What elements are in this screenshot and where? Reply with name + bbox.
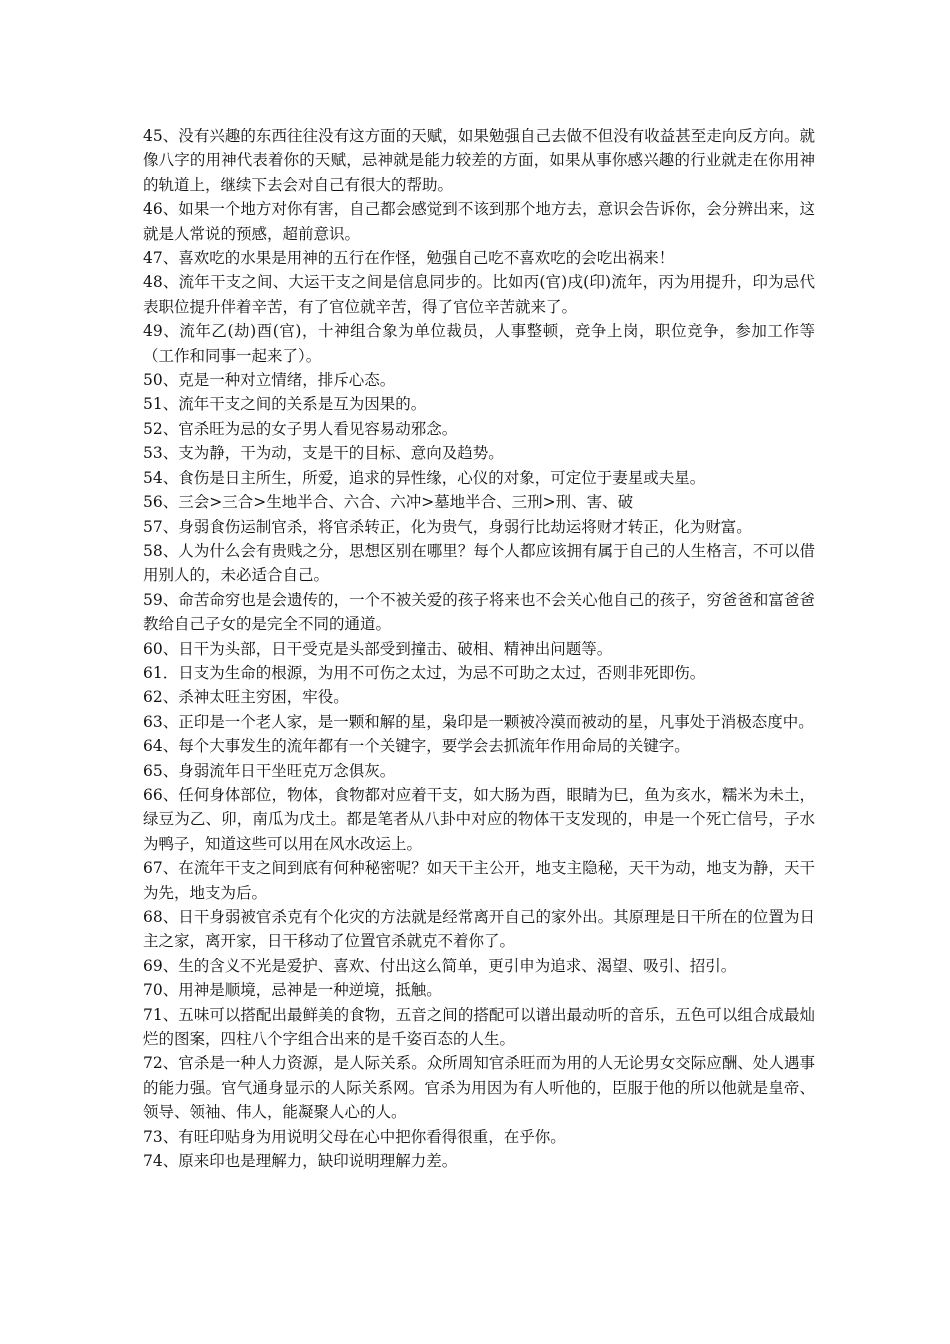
list-item: 74、原来印也是理解力，缺印说明理解力差。 xyxy=(143,1152,458,1171)
list-item: 56、三会>三合>生地半合、六合、六冲>墓地半合、三刑>刑、害、破 xyxy=(143,493,634,512)
list-item: 64、每个大事发生的流年都有一个关键字，要学会去抓流年作用命局的关键字。 xyxy=(143,737,690,756)
list-item: 51、流年干支之间的关系是互为因果的。 xyxy=(143,395,427,414)
list-item: 50、克是一种对立情绪，排斥心态。 xyxy=(143,371,396,390)
list-item: 72、官杀是一种人力资源，是人际关系。众所周知官杀旺而为用的人无论男女交际应酬、处人遇事的能力强。官气通身显示的人际关系网。官杀为用因为有人听他的，臣服于他的所以他就是皇帝、领导、领袖、伟人，能凝聚人心的人。 xyxy=(143,1054,815,1122)
list-item: 60、日干为头部，日干受克是头部受到撞击、破相、精神出问题等。 xyxy=(143,639,613,658)
list-item: 45、没有兴趣的东西往往没有这方面的天赋，如果勉强自己去做不但没有收益甚至走向反方向。就像八字的用神代表着你的天赋，忌神就是能力较差的方面，如果从事你感兴趣的行业就走在你用神的轨道上，继续下去会对自己有很大的帮助。 xyxy=(143,127,815,194)
list-item: 65、身弱流年日干坐旺克万念俱灰。 xyxy=(143,761,396,780)
list-item: 62、杀神太旺主穷困，牢役。 xyxy=(143,688,349,707)
list-item: 52、官杀旺为忌的女子男人看见容易动邪念。 xyxy=(143,419,458,438)
list-item: 46、如果一个地方对你有害，自己都会感觉到不该到那个地方去，意识会告诉你，会分辨出来，这就是人常说的预感，超前意识。 xyxy=(143,200,815,243)
list-item: 47、喜欢吃的水果是用神的五行在作怪，勉强自己吃不喜欢吃的会吃出祸来！ xyxy=(143,249,675,268)
list-item: 73、有旺印贴身为用说明父母在心中把你看得很重，在乎你。 xyxy=(143,1127,566,1146)
list-item: 49、流年乙(劫)酉(官)，十神组合象为单位裁员，人事整顿，竞争上岗，职位竞争，参加工作等（工作和同事一起来了）。 xyxy=(143,322,815,365)
list-item: 48、流年干支之间、大运干支之间是信息同步的。比如丙(官)戌(印)流年，丙为用提升，印为忌代表职位提升伴着辛苦，有了官位就辛苦，得了官位辛苦就来了。 xyxy=(143,273,815,316)
list-item: 66、任何身体部位，物体，食物都对应着干支，如大肠为酉，眼睛为巳，鱼为亥水，糯米为未土，绿豆为乙、卯，南瓜为戊土。都是笔者从八卦中对应的物体干支发现的，申是一个死亡信号，子水为鸭子，知道这些可以用在风水改运上。 xyxy=(143,785,815,853)
document-body xyxy=(143,124,815,1173)
list-item: 63、正印是一个老人家，是一颗和解的星，枭印是一颗被冷漠而被动的星，凡事处于消极态度中。 xyxy=(143,712,814,731)
list-item: 57、身弱食伤运制官杀，将官杀转正，化为贵气，身弱行比劫运将财才转正，化为财富。 xyxy=(143,517,752,536)
list-item: 68、日干身弱被官杀克有个化灾的方法就是经常离开自己的家外出。其原理是日干所在的位置为日主之家，离开家，日干移动了位置官杀就克不着你了。 xyxy=(143,908,815,951)
list-item: 71、五味可以搭配出最鲜美的食物，五音之间的搭配可以谱出最动听的音乐，五色可以组合成最灿烂的图案，四柱八个字组合出来的是千姿百态的人生。 xyxy=(143,1005,815,1049)
list-item: 61．日支为生命的根源，为用不可伤之太过，为忌不可助之太过，否则非死即伤。 xyxy=(143,663,706,682)
list-item: 53、支为静，干为动，支是干的目标、意向及趋势。 xyxy=(143,444,504,463)
list-item: 54、食伤是日主所生，所爱，追求的异性缘，心仪的对象，可定位于妻星或夫星。 xyxy=(143,468,706,487)
list-item: 70、用神是顺境，忌神是一种逆境，抵触。 xyxy=(143,981,442,1000)
list-item: 59、命苦命穷也是会遗传的，一个不被关爱的孩子将来也不会关心他自己的孩子，穷爸爸和富爸爸教给自己子女的是完全不同的通道。 xyxy=(143,590,815,634)
list-item: 69、生的含义不光是爱护、喜欢、付出这么简单，更引申为追求、渴望、吸引、招引。 xyxy=(143,956,737,975)
list-item: 67、在流年干支之间到底有何种秘密呢？如天干主公开，地支主隐秘，天干为动，地支为静，天干为先，地支为后。 xyxy=(143,859,815,902)
list-item: 58、人为什么会有贵贱之分，思想区别在哪里？每个人都应该拥有属于自己的人生格言，不可以借用别人的，未必适合自己。 xyxy=(143,541,815,585)
